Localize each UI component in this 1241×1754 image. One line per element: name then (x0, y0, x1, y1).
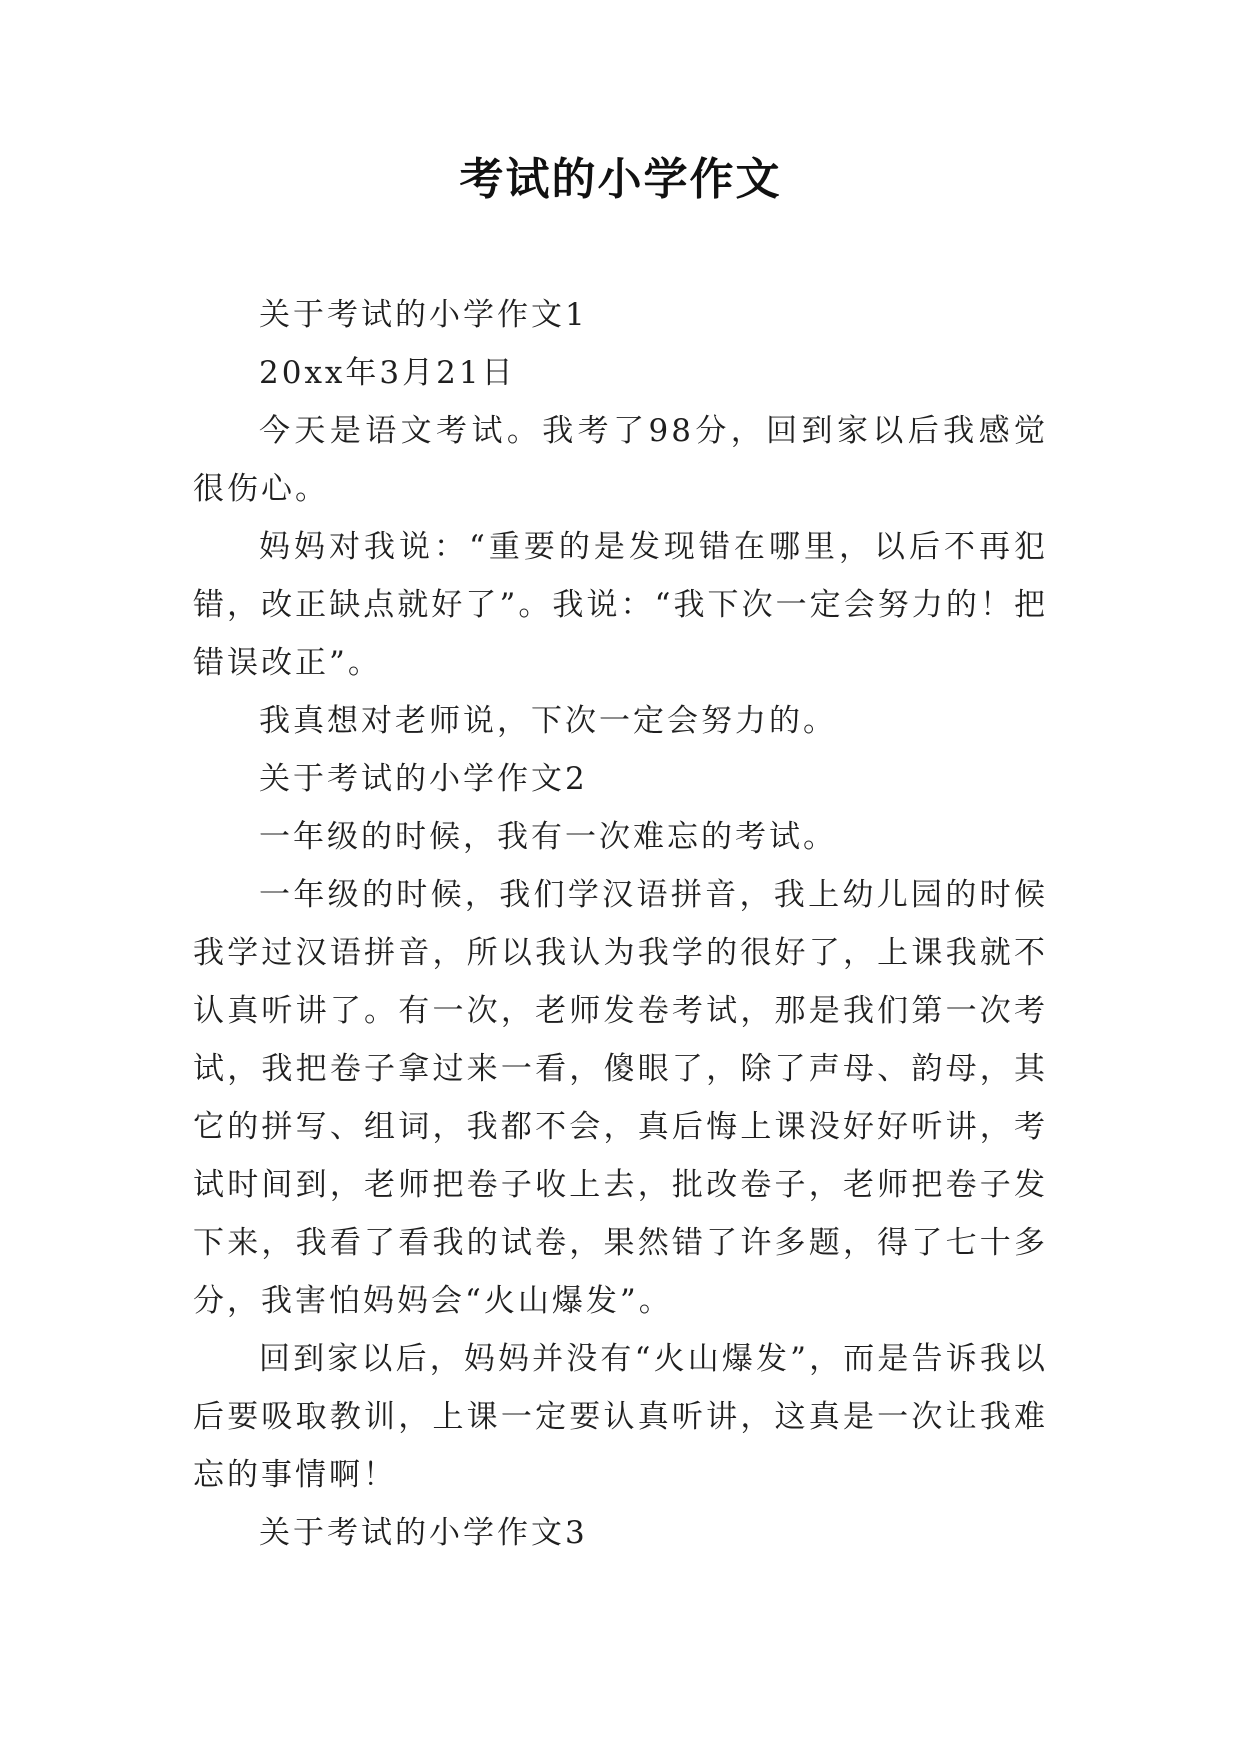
document-body (193, 286, 1048, 1562)
paragraph: 一年级的时候，我有一次难忘的考试。 (259, 819, 837, 855)
date-line: 20xx年3月21日 (259, 355, 516, 391)
paragraph: 回到家以后，妈妈并没有“火山爆发”，而是告诉我以后要吸取教训，上课一定要认真听讲，这真是一次让我难忘的事情啊！ (193, 1341, 1048, 1493)
paragraph: 今天是语文考试。我考了98分，回到家以后我感觉很伤心。 (193, 413, 1048, 507)
paragraph: 一年级的时候，我们学汉语拼音，我上幼儿园的时候我学过汉语拼音，所以我认为我学的很好了，上课我就不认真听讲了。有一次，老师发卷考试，那是我们第一次考试，我把卷子拿过来一看，傻眼了，除了声母、韵母，其它的拼写、组词，我都不会，真后悔上课没好好听讲，考试时间到，老师把卷子收上去，批改卷子，老师把卷子发下来，我看了看我的试卷，果然错了许多题，得了七十多分，我害怕妈妈会“火山爆发”。 (193, 877, 1048, 1319)
section-heading-2: 关于考试的小学作文2 (259, 761, 588, 797)
section-heading-1: 关于考试的小学作文1 (259, 297, 588, 333)
paragraph: 妈妈对我说：“重要的是发现错在哪里，以后不再犯错，改正缺点就好了”。我说：“我下次一定会努力的！把错误改正”。 (193, 529, 1048, 681)
paragraph: 我真想对老师说，下次一定会努力的。 (259, 703, 837, 739)
document-title: 考试的小学作文 (459, 154, 782, 205)
section-heading-3: 关于考试的小学作文3 (259, 1515, 588, 1551)
